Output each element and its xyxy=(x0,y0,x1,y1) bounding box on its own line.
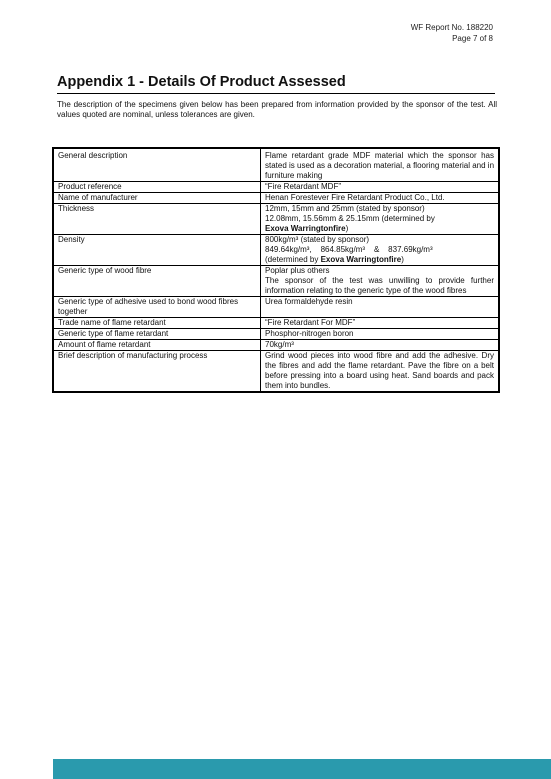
row-value: “Fire Retardant MDF” xyxy=(261,182,500,193)
closing-paren: ) xyxy=(401,255,404,264)
row-label: Brief description of manufacturing process xyxy=(53,351,261,393)
table-row xyxy=(53,297,499,318)
table-row xyxy=(53,318,499,329)
table-row xyxy=(53,204,499,235)
table-row xyxy=(53,193,499,204)
row-label: Trade name of flame retardant xyxy=(53,318,261,329)
page-header xyxy=(411,22,493,44)
thickness-determined-text: 12.08mm, 15.56mm & 25.15mm (determined by xyxy=(265,214,435,223)
row-value: Flame retardant grade MDF material which the sponsor has stated is used as a decoration material, a flooring material and in furniture making xyxy=(261,148,500,182)
report-number: WF Report No. 188220 xyxy=(410,23,493,32)
table-row xyxy=(53,351,499,393)
table-row xyxy=(53,266,499,297)
row-value: “Fire Retardant For MDF” xyxy=(261,318,500,329)
thickness-lab xyxy=(265,224,494,234)
density-stated: 800kg/m³ (stated by sponsor) xyxy=(265,235,370,244)
row-label: Product reference xyxy=(53,182,261,193)
row-label: Generic type of adhesive used to bond wood fibres together xyxy=(53,297,261,318)
table-row xyxy=(53,329,499,340)
density-determined-prefix: (determined by xyxy=(265,255,321,264)
table-row xyxy=(53,235,499,266)
row-value: Phosphor-nitrogen boron xyxy=(261,329,500,340)
row-label: Generic type of flame retardant xyxy=(53,329,261,340)
lab-name: Exova Warringtonfire xyxy=(320,255,402,264)
page-number: Page 7 of 8 xyxy=(452,34,493,43)
row-value: 70kg/m³ xyxy=(261,340,500,351)
thickness-stated: 12mm, 15mm and 25mm (stated by sponsor) xyxy=(265,204,425,213)
wood-fibre-type: Poplar plus others xyxy=(265,266,330,275)
closing-paren: ) xyxy=(345,224,349,233)
row-value xyxy=(261,204,500,235)
row-value xyxy=(261,235,500,266)
row-label: Generic type of wood fibre xyxy=(53,266,261,297)
density-measured: 849.64kg/m³, 864.85kg/m³ & 837.69kg/m³ xyxy=(265,245,433,254)
thickness-determined xyxy=(265,214,494,224)
table-row xyxy=(53,148,499,182)
row-value: Urea formaldehyde resin xyxy=(261,297,500,318)
wood-fibre-note: The sponsor of the test was unwilling to provide further information relating to the generic type of the wood fibres xyxy=(265,276,494,295)
row-label: Amount of flame retardant xyxy=(53,340,261,351)
row-label: Thickness xyxy=(53,204,261,235)
intro-paragraph: The description of the specimens given below has been prepared from information provided by the sponsor of the test. All values quoted are nominal, unless tolerances are given. xyxy=(57,100,497,119)
row-value: Henan Forestever Fire Retardant Product Co., Ltd. xyxy=(261,193,500,204)
row-value xyxy=(261,266,500,297)
row-label: Name of manufacturer xyxy=(53,193,261,204)
row-label: General description xyxy=(53,148,261,182)
row-value: Grind wood pieces into wood fibre and add the adhesive. Dry the fibres and add the flame retardant. Pave the fibre on a belt before pressing into a board using heat. Sand boards and pack them into bundles. xyxy=(261,351,500,393)
table-row xyxy=(53,182,499,193)
footer-bar xyxy=(53,759,551,779)
table-row xyxy=(53,340,499,351)
lab-name: Exova Warringtonfire xyxy=(265,224,346,233)
page-title: Appendix 1 - Details Of Product Assessed xyxy=(57,74,495,94)
row-label: Density xyxy=(53,235,261,266)
product-details-table xyxy=(52,147,500,393)
density-lab xyxy=(265,255,494,265)
